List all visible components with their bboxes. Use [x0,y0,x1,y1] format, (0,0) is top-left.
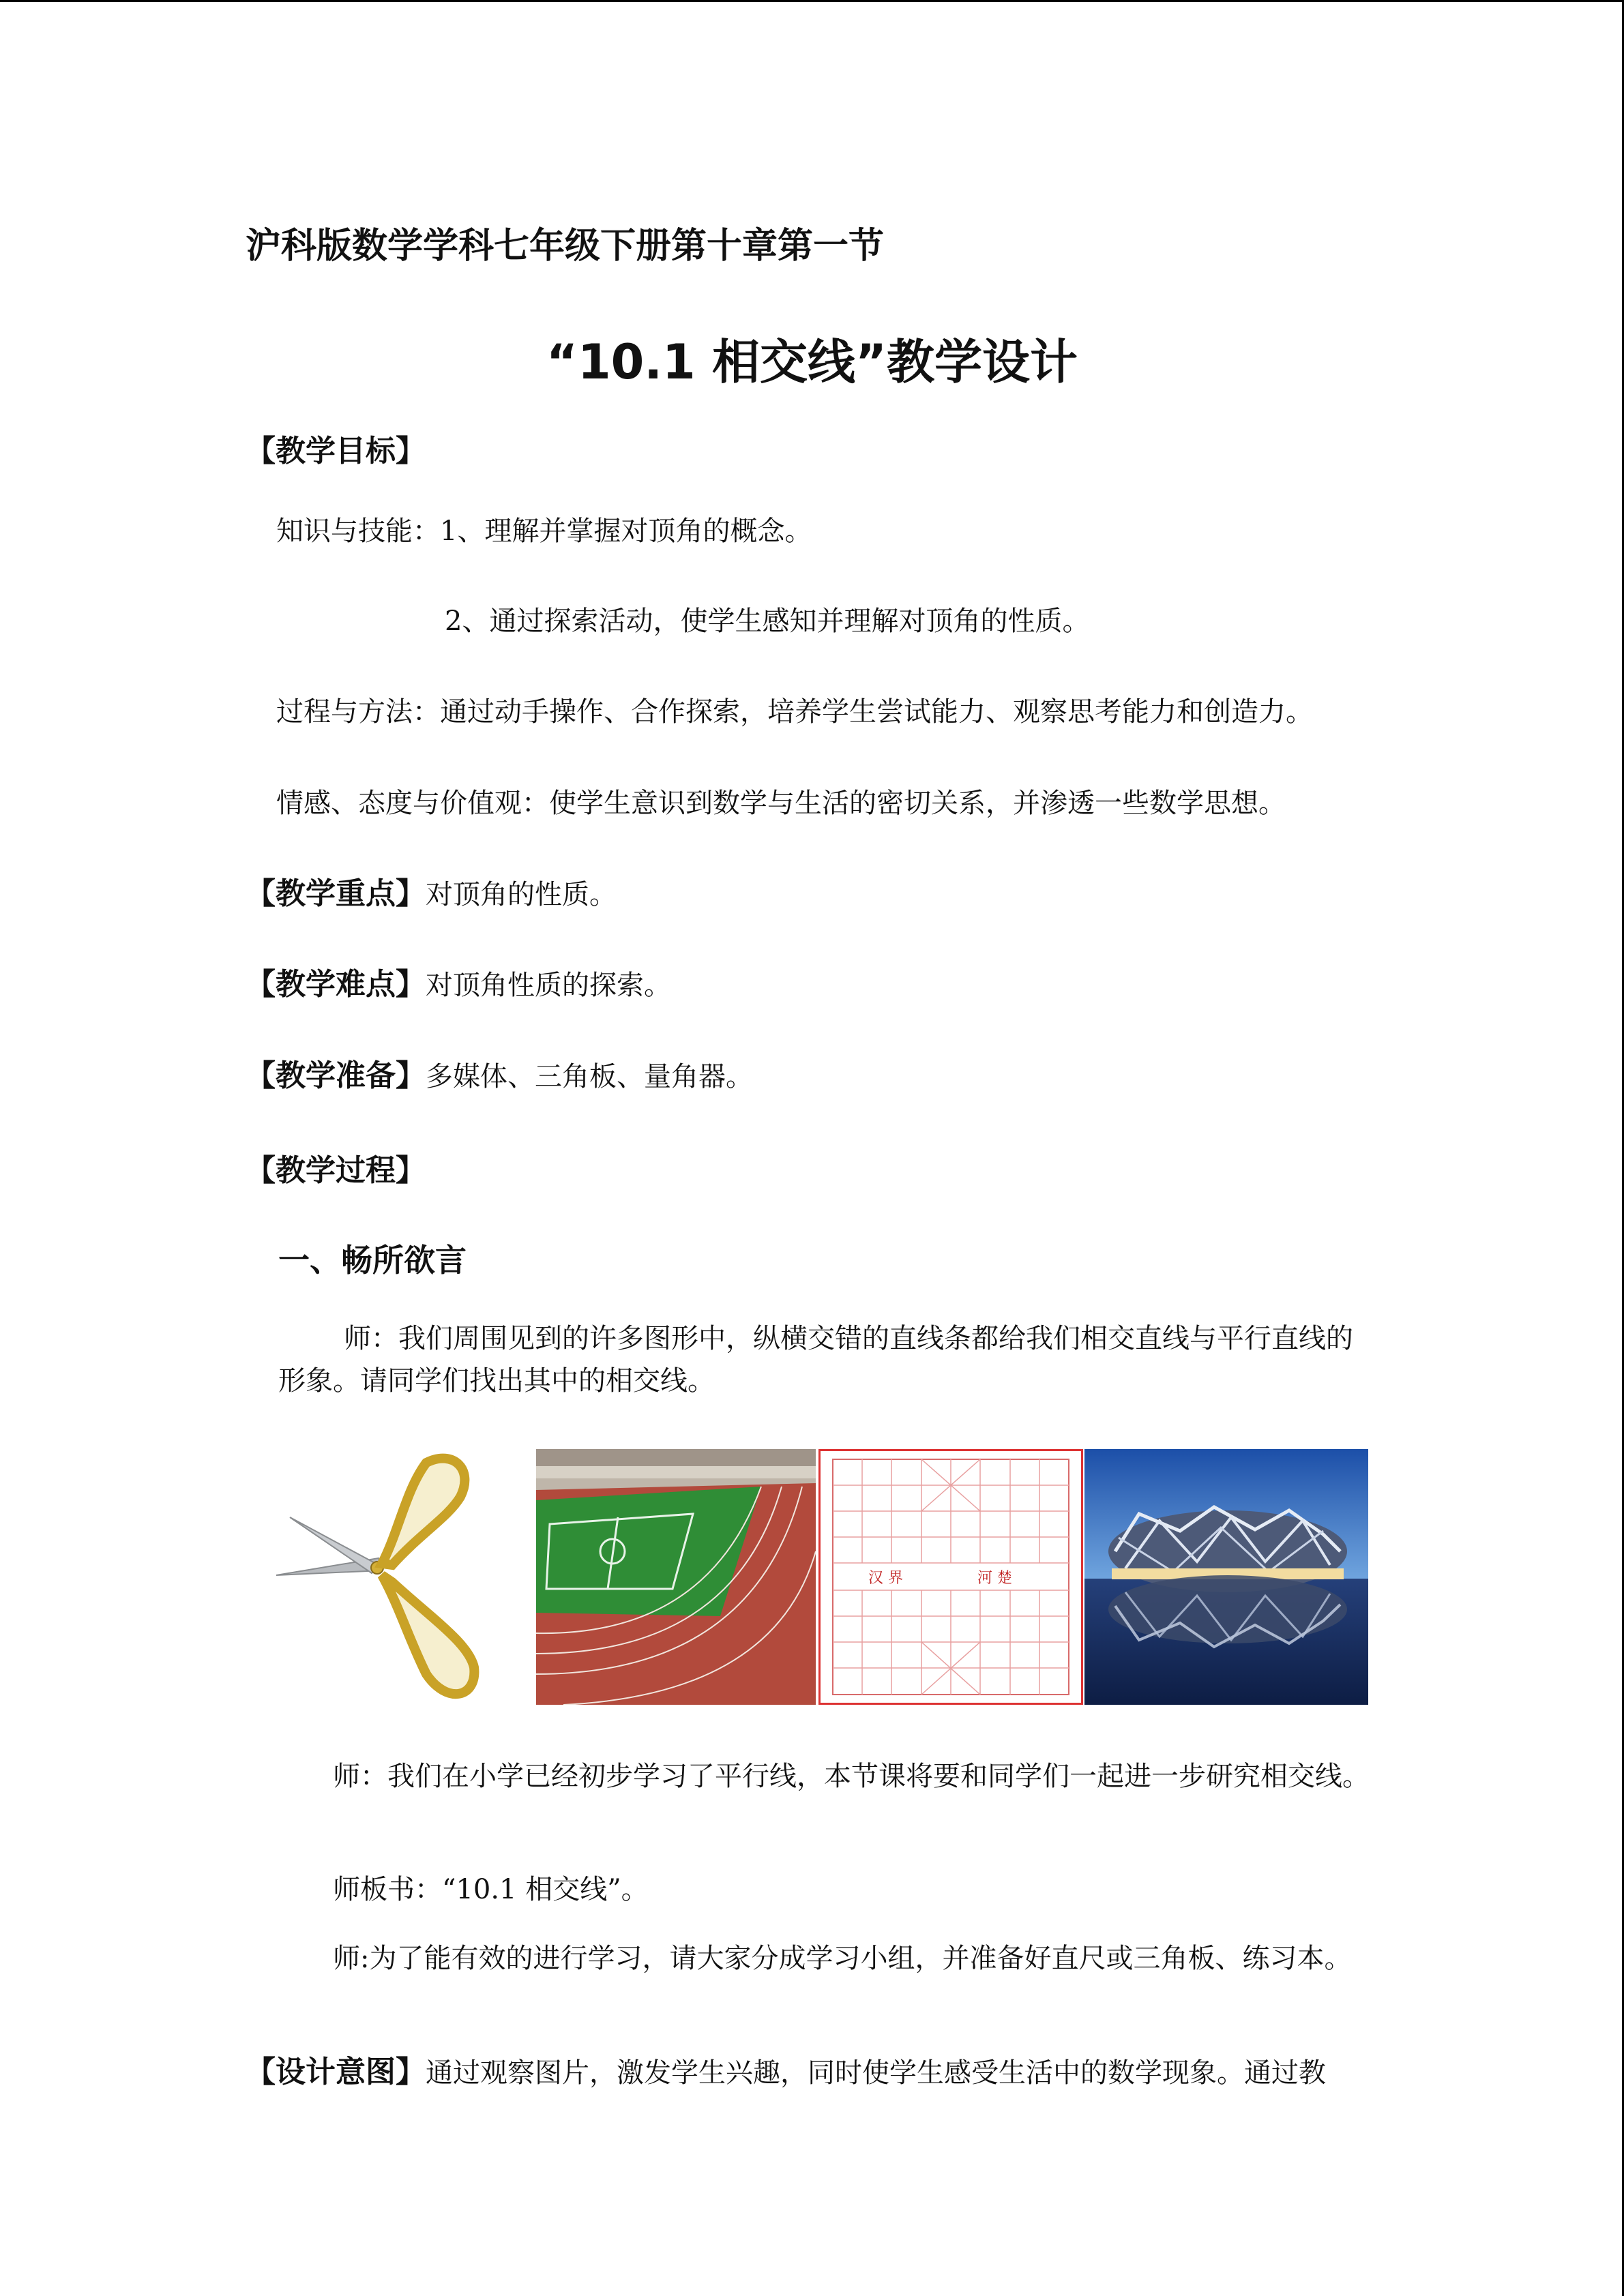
emotion-attitude-line: 情感、态度与价值观：使学生意识到数学与生活的密切关系，并渗透一些数学思想。 [276,788,1286,819]
preparation-label: 【教学准备】 [246,1058,426,1093]
section-1-paragraph-4: 师:为了能有效的进行学习，请大家分成学习小组，并准备好直尺或三角板、练习本。 [333,1943,1352,1974]
stadium-image [1084,1449,1368,1705]
preparation-line [246,1055,753,1098]
section-1-paragraph-1: 师：我们周围见到的许多图形中，纵横交错的直线条都给我们相交直线与平行直线的形象。请同学们找出其中的相交线。 [278,1323,1353,1397]
page-border-top [0,0,1624,2]
knowledge-label: 知识与技能： [276,516,440,547]
process-heading: 【教学过程】 [246,1153,426,1188]
difficulty-line [246,964,671,1007]
key-point-label: 【教学重点】 [246,876,426,911]
key-point-line [246,873,617,916]
difficulty-text: 对顶角性质的探索。 [426,970,671,1001]
key-point-text: 对顶角的性质。 [426,879,617,910]
scissors-image [269,1449,488,1708]
sports-field-image [536,1449,816,1705]
design-intent-label: 【设计意图】 [246,2055,426,2089]
section-1-paragraph-2: 师：我们在小学已经初步学习了平行线，本节课将要和同学们一起进一步研究相交线。 [333,1761,1370,1792]
knowledge-line-1 [276,510,812,552]
design-intent-line [246,2051,1326,2094]
knowledge-item-1: 1、理解并掌握对顶角的概念。 [440,516,812,547]
chess-river-right-label: 河 楚 [977,1570,1012,1587]
difficulty-label: 【教学难点】 [246,967,426,1002]
process-method-line: 过程与方法：通过动手操作、合作探索，培养学生尝试能力、观察思考能力和创造力。 [276,696,1313,728]
design-intent-text: 通过观察图片，激发学生兴趣，同时使学生感受生活中的数学现象。通过教 [426,2057,1326,2089]
objectives-heading: 【教学目标】 [246,434,426,468]
section-1-paragraph-3: 师板书：“10.1 相交线”。 [333,1874,649,1905]
document-title: “10.1 相交线”教学设计 [546,334,1078,390]
document-subtitle: 沪科版数学学科七年级下册第十章第一节 [246,226,885,267]
preparation-text: 多媒体、三角板、量角器。 [426,1061,753,1092]
knowledge-item-2: 2、通过探索活动，使学生感知并理解对顶角的性质。 [445,606,1090,637]
chess-board-image [818,1449,1083,1705]
section-1-heading: 一、畅所欲言 [278,1242,467,1279]
chess-river-left-label: 汉 界 [868,1570,903,1587]
